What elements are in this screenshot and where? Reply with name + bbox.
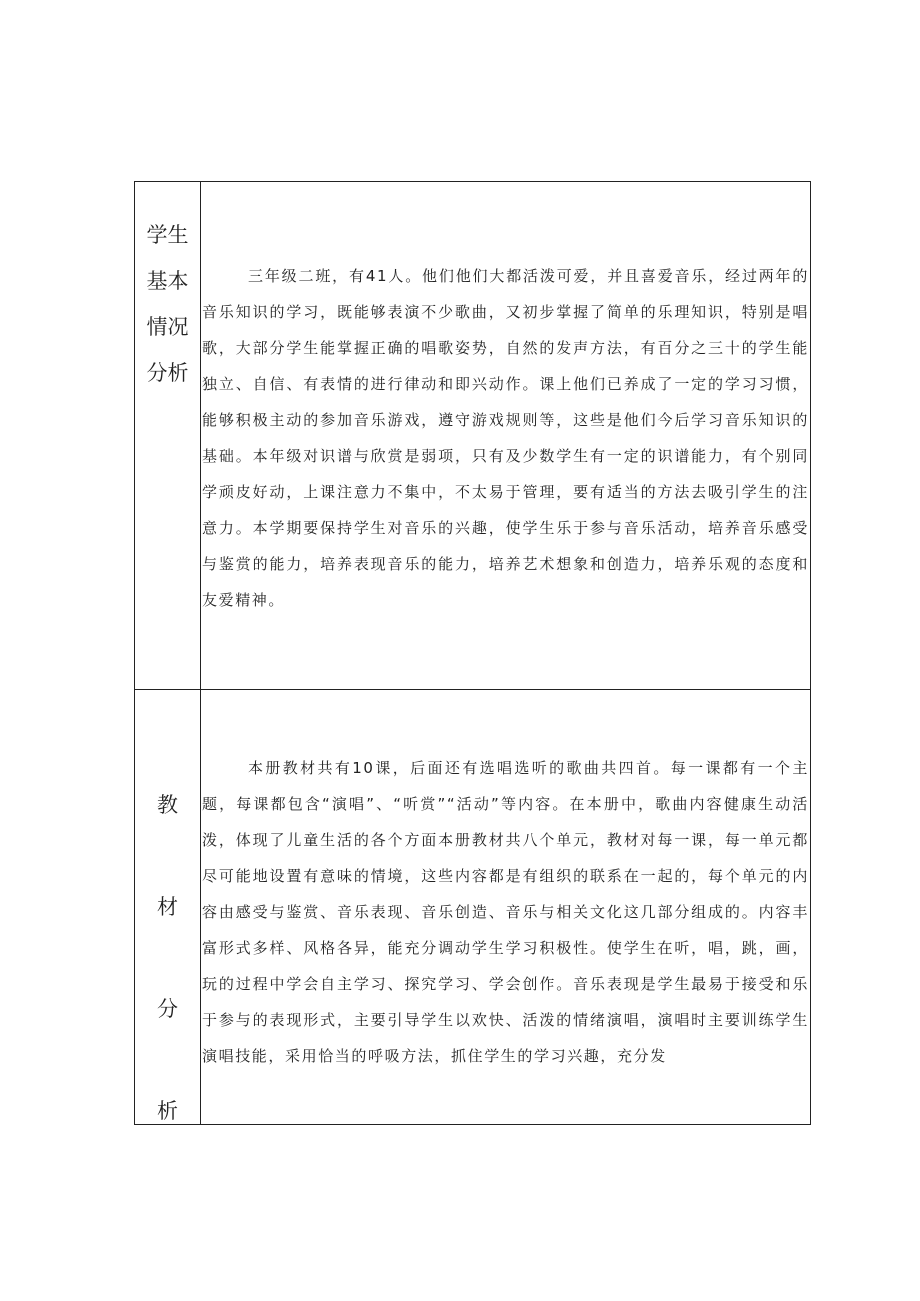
label-line: 分析 xyxy=(146,361,189,385)
label-line: 情况 xyxy=(146,315,189,339)
textbook-analysis-label xyxy=(135,794,200,1202)
label-char: 教 xyxy=(157,793,178,817)
column-divider xyxy=(200,182,201,1124)
label-char: 材 xyxy=(157,895,178,919)
label-line: 学生 xyxy=(146,223,189,247)
student-analysis-label xyxy=(135,212,200,396)
analysis-table xyxy=(134,181,811,1125)
label-char: 析 xyxy=(157,1099,178,1123)
textbook-analysis-text: 本册教材共有10课，后面还有选唱选听的歌曲共四首。每一课都有一个主题，每课都包含“演唱”、“听赏”“活动”等内容。在本册中，歌曲内容健康生动活泼，体现了儿童生活的各个方面本册教材共八个单元，教材对每一课，每一单元都尽可能地设置有意味的情境，这些内容都是有组织的联系在一起的，每个单元的内容由感受与鉴赏、音乐表现、音乐创造、音乐与相关文化这几部分组成的。内容丰富形式多样、风格各异，能充分调动学生学习积极性。使学生在听，唱，跳，画，玩的过程中学会自主学习、探究学习、学会创作。音乐表现是学生最易于接受和乐于参与的表现形式，主要引导学生以欢快、活泼的情绪演唱，演唱时主要训练学生演唱技能，采用恰当的呼吸方法，抓住学生的学习兴趣，充分发 xyxy=(202,759,809,1065)
label-line: 基本 xyxy=(146,269,189,293)
row-divider xyxy=(135,689,810,690)
label-char: 分 xyxy=(157,997,178,1021)
student-analysis-text: 三年级二班，有41人。他们他们大都活泼可爱，并且喜爱音乐，经过两年的音乐知识的学习，既能够表演不少歌曲，又初步掌握了简单的乐理知识，特别是唱歌，大部分学生能掌握正确的唱歌姿势，自然的发声方法，有百分之三十的学生能独立、自信、有表情的进行律动和即兴动作。课上他们已养成了一定的学习习惯，能够积极主动的参加音乐游戏，遵守游戏规则等，这些是他们今后学习音乐知识的基础。本年级对识谱与欣赏是弱项，只有及少数学生有一定的识谱能力，有个别同学顽皮好动，上课注意力不集中，不太易于管理，要有适当的方法去吸引学生的注意力。本学期要保持学生对音乐的兴趣，使学生乐于参与音乐活动，培养音乐感受与鉴赏的能力，培养表现音乐的能力，培养艺术想象和创造力，培养乐观的态度和友爱精神。 xyxy=(202,267,809,609)
